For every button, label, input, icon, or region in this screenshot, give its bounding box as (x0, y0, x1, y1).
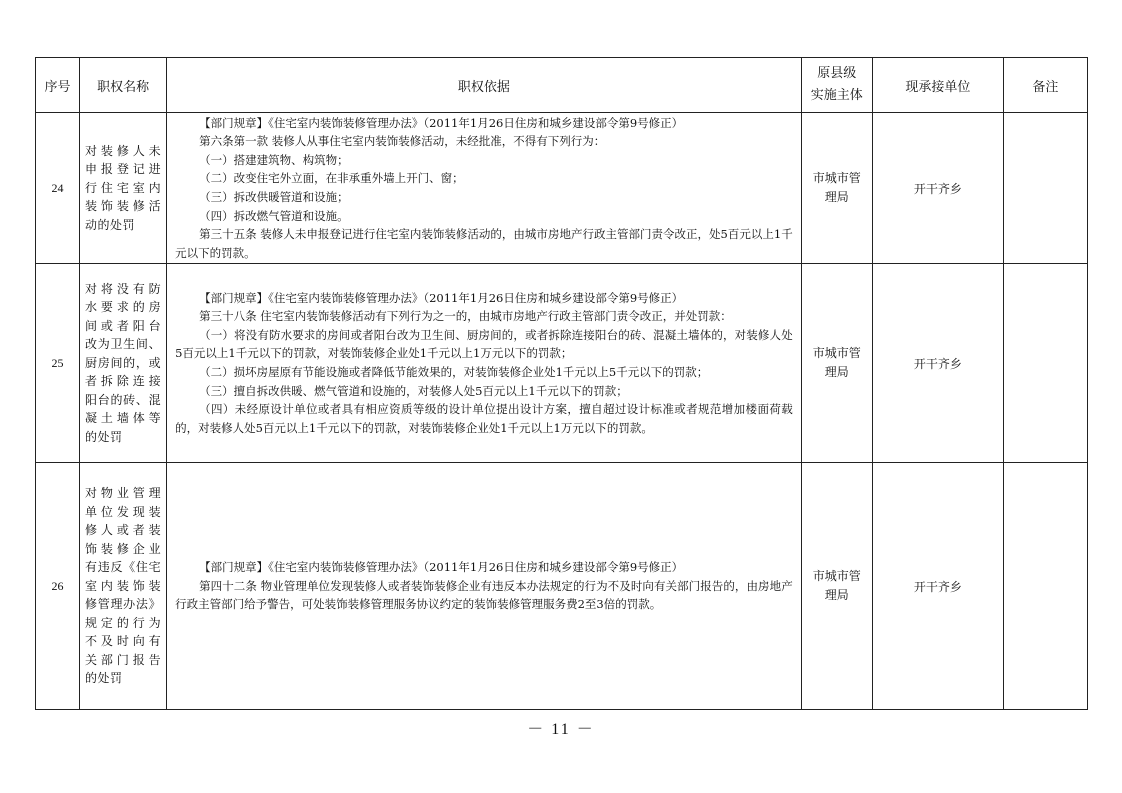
authority-name (80, 463, 167, 710)
header-note: 备注 (1003, 58, 1087, 113)
authority-name-line: 凝土墙体等 (85, 411, 162, 426)
authority-name (80, 264, 167, 463)
basis-paragraph: 第四十二条 物业管理单位发现装修人或者装饰装修企业有违反本办法规定的行为不及时向有关部门报告的，由房地产行政主管部门给予警告，可处装饰装修管理服务协议约定的装饰装修管理服务费2至3倍的罚款。 (175, 578, 793, 612)
original-subject-line: 理局 (824, 588, 849, 602)
authority-name-line: 饰装修企业 (85, 541, 162, 556)
table-row (36, 463, 1088, 710)
remarks (1003, 264, 1087, 463)
original-subject-line: 市城市管 (812, 569, 861, 583)
row-number: 25 (36, 264, 80, 463)
authority-name-line: 申报登记进 (85, 162, 162, 177)
authority-name-line: 室内装饰装 (85, 578, 162, 593)
authority-name-line: 行住宅室内 (85, 180, 162, 195)
header-orig-line1: 原县级 (817, 66, 857, 81)
authority-name-line: 对将没有防 (85, 281, 162, 296)
authority-name-line: 厨房间的，或 (85, 355, 162, 370)
header-name: 职权名称 (80, 58, 167, 113)
authority-basis (167, 113, 802, 264)
authority-name (80, 113, 167, 264)
authority-name-line: 关部门报告 (85, 652, 162, 667)
original-subject (801, 463, 872, 710)
table-header-row (36, 58, 1088, 113)
authority-name-line: 动的处罚 (85, 217, 136, 232)
header-recv: 现承接单位 (872, 58, 1003, 113)
basis-paragraph: （四）拆改燃气管道和设施。 (199, 208, 349, 223)
authority-name-line: 修管理办法》 (85, 597, 162, 612)
basis-paragraph: （三）拆改供暖管道和设施； (199, 190, 349, 204)
authority-basis (167, 463, 802, 710)
remarks (1003, 463, 1087, 710)
header-basis: 职权依据 (167, 58, 802, 113)
original-subject (801, 113, 872, 264)
receiving-unit: 开干齐乡 (872, 463, 1003, 710)
authority-name-line: 修人或者装 (85, 523, 162, 538)
authority-name-line: 者拆除连接 (85, 374, 162, 389)
table-row (36, 113, 1088, 264)
authority-name-line: 水要求的房 (85, 300, 162, 315)
row-number: 24 (36, 113, 80, 264)
basis-paragraph: 【部门规章】《住宅室内装饰装修管理办法》（2011年1月26日住房和城乡建设部令第9号修正） (199, 115, 684, 130)
basis-paragraph: （三）擅自拆改供暖、燃气管道和设施的，对装修人处5百元以上1千元以下的罚款； (199, 383, 628, 398)
authority-basis (167, 264, 802, 463)
original-subject-line: 理局 (824, 190, 849, 204)
authority-name-line: 规定的行为 (85, 615, 162, 630)
header-orig (801, 58, 872, 113)
authority-name-line: 阳台的砖、混 (85, 392, 162, 407)
basis-paragraph: （二）损坏房屋原有节能设施或者降低节能效果的，对装饰装修企业处1千元以上5千元以下的罚款； (199, 365, 709, 379)
original-subject-line: 市城市管 (812, 346, 861, 360)
authority-name-line: 间或者阳台 (85, 318, 162, 333)
remarks (1003, 113, 1087, 264)
authority-name-line: 的处罚 (85, 429, 123, 444)
receiving-unit: 开干齐乡 (872, 113, 1003, 264)
header-no: 序号 (36, 58, 80, 113)
authority-name-line: 改为卫生间、 (85, 337, 162, 352)
header-orig-line2: 实施主体 (810, 88, 863, 103)
basis-paragraph: 第三十五条 装修人未申报登记进行住宅室内装饰装修活动的，由城市房地产行政主管部门责令改正，处5百元以上1千元以下的罚款。 (175, 227, 793, 260)
page-number: － 11 － (527, 721, 595, 738)
basis-paragraph: （二）改变住宅外立面，在非承重外墙上开门、窗； (199, 171, 464, 186)
basis-paragraph: 第六条第一款 装修人从事住宅室内装饰装修活动，未经批准，不得有下列行为： (199, 134, 606, 149)
original-subject-line: 市城市管 (812, 171, 861, 185)
basis-paragraph: 第三十八条 住宅室内装饰装修活动有下列行为之一的，由城市房地产行政主管部门责令改正，并处罚款： (199, 309, 732, 324)
authority-name-line: 装饰装修活 (85, 199, 162, 214)
receiving-unit: 开干齐乡 (872, 264, 1003, 463)
authority-name-line: 单位发现装 (85, 504, 162, 519)
row-number: 26 (36, 463, 80, 710)
authority-table (35, 57, 1088, 710)
authority-name-line: 不及时向有 (85, 634, 162, 649)
basis-paragraph: 【部门规章】《住宅室内装饰装修管理办法》（2011年1月26日住房和城乡建设部令第9号修正） (199, 290, 684, 305)
original-subject (801, 264, 872, 463)
original-subject-line: 理局 (824, 365, 849, 379)
authority-name-line: 对装修人未 (85, 143, 162, 158)
table-row (36, 264, 1088, 463)
authority-name-line: 有违反《住宅 (85, 560, 162, 575)
authority-name-line: 的处罚 (85, 671, 123, 686)
authority-name-line: 对物业管理 (85, 486, 162, 501)
basis-paragraph: （四）未经原设计单位或者具有相应资质等级的设计单位提出设计方案，擅自超过设计标准或者规范增加楼面荷载的，对装修人处5百元以上1千元以下的罚款，对装饰装修企业处1千元以上1万元以下的罚款。 (175, 402, 793, 435)
basis-paragraph: 【部门规章】《住宅室内装饰装修管理办法》（2011年1月26日住房和城乡建设部令第9号修正） (199, 560, 684, 575)
basis-paragraph: （一）将没有防水要求的房间或者阳台改为卫生间、厨房间的，或者拆除连接阳台的砖、混凝土墙体的，对装修人处5百元以上1千元以下的罚款，对装饰装修企业处1千元以上1万元以下的罚款； (175, 327, 793, 361)
basis-paragraph: （一）搭建建筑物、构筑物； (199, 152, 349, 167)
